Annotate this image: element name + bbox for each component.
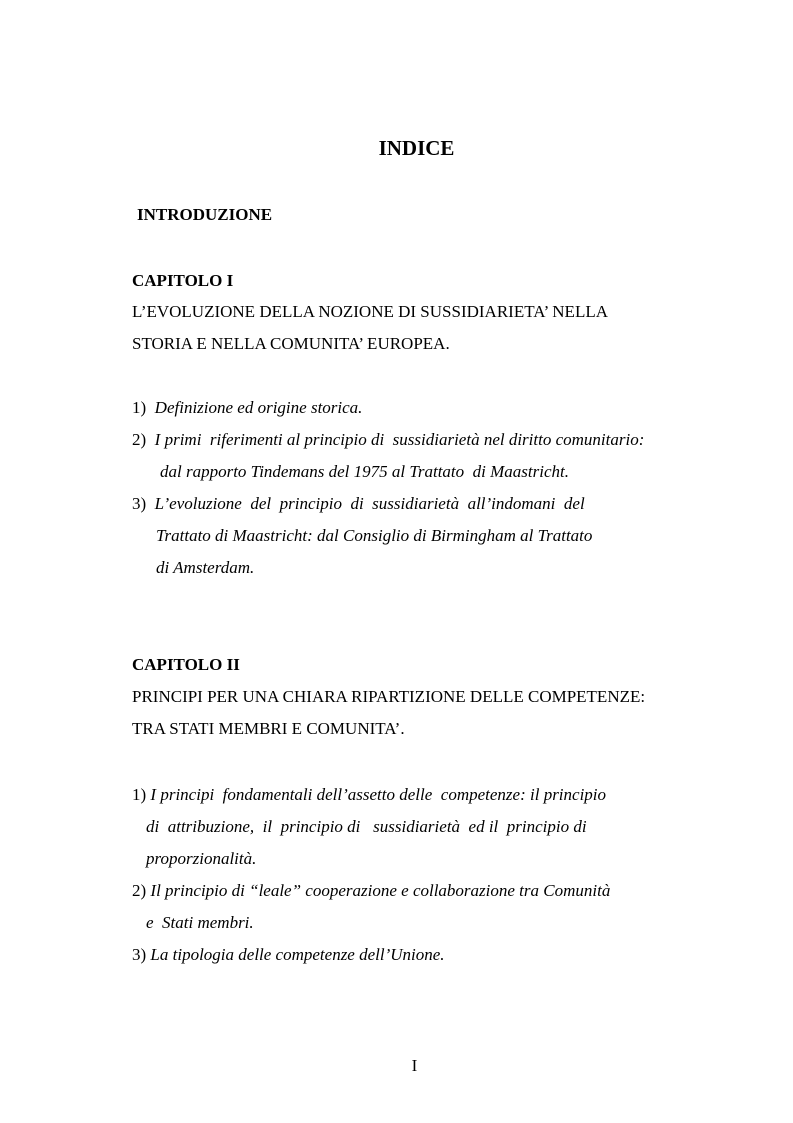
chapter-1-subtitle-line-2: STORIA E NELLA COMUNITA’ EUROPEA.	[132, 334, 450, 353]
item-text: Il principio di “leale” cooperazione e collaborazione tra Comunità	[150, 881, 611, 900]
chapter-2-item-3	[132, 945, 445, 965]
chapter-2-item-2	[132, 881, 610, 901]
chapter-2-subtitle-line-1: PRINCIPI PER UNA CHIARA RIPARTIZIONE DELLE COMPETENZE:	[132, 687, 646, 706]
chapter-2-item-1-continuation-2: proporzionalità.	[146, 849, 257, 868]
chapter-1-item-3-continuation-1: Trattato di Maastricht: dal Consiglio di Birmingham al Trattato	[156, 526, 593, 545]
chapter-1-item-2-continuation: dal rapporto Tindemans del 1975 al Trattato di Maastricht.	[160, 462, 569, 481]
item-text: I principi fondamentali dell’assetto delle competenze: il principio	[150, 785, 607, 804]
chapter-1-heading: CAPITOLO I	[132, 271, 234, 290]
chapter-2-item-1-continuation-1: di attribuzione, il principio di sussidiarietà ed il principio di	[146, 817, 587, 836]
item-number: 3)	[132, 945, 151, 964]
chapter-1-subtitle-line-1: L’EVOLUZIONE DELLA NOZIONE DI SUSSIDIARIETA’ NELLA	[132, 302, 608, 321]
chapter-1-item-1	[132, 398, 362, 418]
chapter-2-heading: CAPITOLO II	[132, 655, 240, 674]
introduction-heading: INTRODUZIONE	[137, 205, 273, 224]
chapter-1-item-2	[132, 430, 644, 450]
item-number: 1)	[132, 785, 151, 804]
item-number: 2)	[132, 881, 151, 900]
item-text: L’evoluzione del principio di sussidiarietà all’indomani del	[154, 494, 585, 513]
item-text: I primi riferimenti al principio di sussidiarietà nel diritto comunitario:	[154, 430, 645, 449]
page-title: INDICE	[378, 136, 455, 160]
page-number: I	[411, 1056, 418, 1075]
chapter-2-item-1	[132, 785, 606, 805]
item-text: Definizione ed origine storica.	[154, 398, 363, 417]
item-number: 3)	[132, 494, 155, 513]
item-text: La tipologia delle competenze dell’Unione.	[150, 945, 445, 964]
chapter-1-item-3-continuation-2: di Amsterdam.	[156, 558, 255, 577]
chapter-1-item-3	[132, 494, 585, 514]
item-number: 2)	[132, 430, 155, 449]
chapter-2-item-2-continuation: e Stati membri.	[146, 913, 254, 932]
item-number: 1)	[132, 398, 155, 417]
chapter-2-subtitle-line-2: TRA STATI MEMBRI E COMUNITA’.	[132, 719, 405, 738]
